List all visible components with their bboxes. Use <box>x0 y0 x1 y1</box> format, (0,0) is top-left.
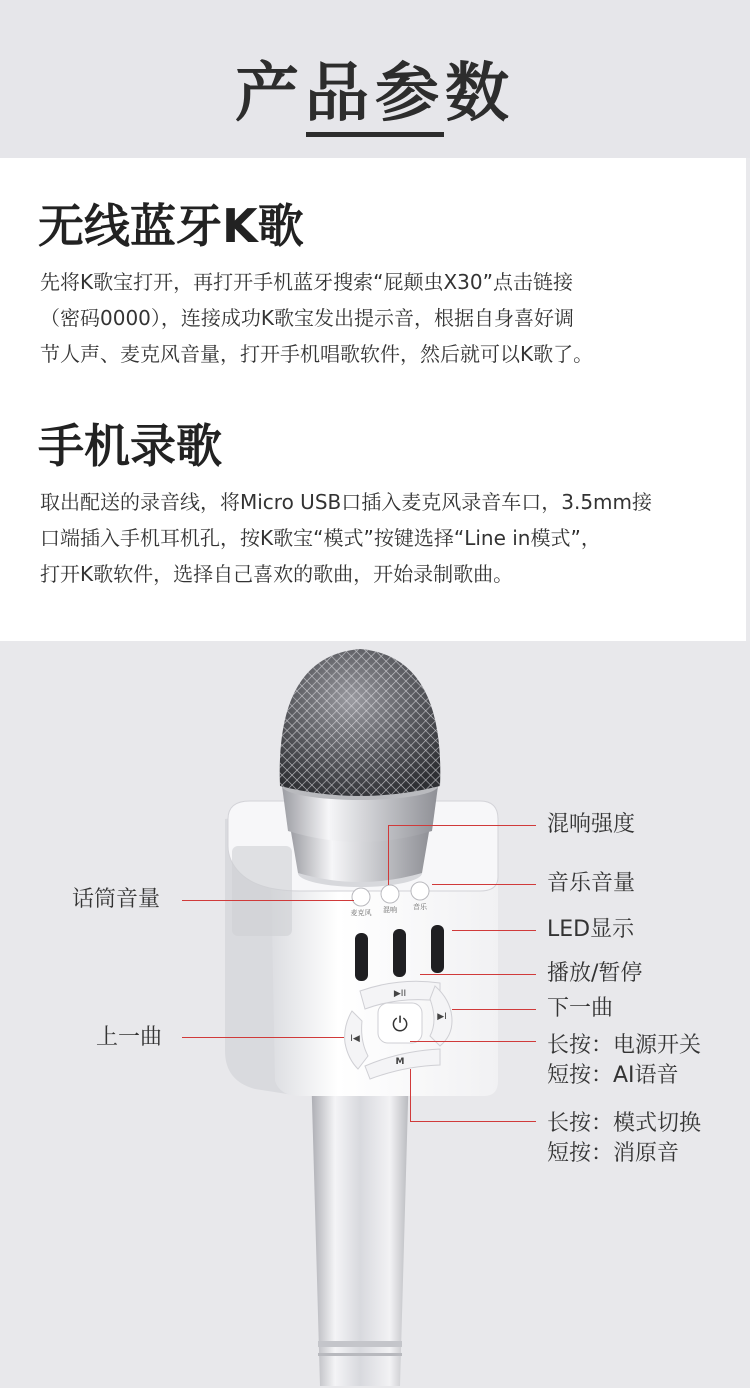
callout-mode-short: 短按：消原音 <box>547 1141 680 1166</box>
leader-mic-volume <box>182 900 354 901</box>
leader-next-track <box>452 1009 536 1010</box>
led-bar <box>431 925 444 973</box>
leader-echo-h <box>388 825 536 826</box>
mode-icon: M <box>395 1057 405 1067</box>
leader-mode-h <box>410 1121 536 1122</box>
body-line: 取出配送的录音线，将Micro USB口插入麦克风录音车口，3.5mm接 <box>40 490 653 514</box>
title-underline <box>306 132 444 137</box>
music-volume-button[interactable] <box>411 882 429 900</box>
microphone-illustration <box>0 641 750 1388</box>
page-title: 产品参数 <box>235 57 515 131</box>
leader-play-pause <box>420 974 536 975</box>
next-track-icon: ▶I <box>437 1012 447 1022</box>
callout-play-pause: 播放/暂停 <box>547 961 643 986</box>
echo-button[interactable] <box>381 885 399 903</box>
prev-track-icon: I◀ <box>350 1034 360 1044</box>
callout-power-long: 长按：电源开关 <box>547 1033 702 1058</box>
body-line: 先将K歌宝打开，再打开手机蓝牙搜索“屁颠虫X30”点击链接 <box>40 270 573 294</box>
body-line: 口端插入手机耳机孔，按K歌宝“模式”按键选择“Line in模式”， <box>40 526 601 550</box>
callout-music-volume: 音乐音量 <box>547 871 636 896</box>
body-line: 节人声、麦克风音量，打开手机唱歌软件，然后就可以K歌了。 <box>40 342 594 366</box>
callout-mic-volume: 话筒音量 <box>72 887 161 912</box>
leader-prev-track <box>182 1037 344 1038</box>
callout-prev-track: 上一曲 <box>96 1025 163 1050</box>
echo-button-label: 混响 <box>383 906 397 914</box>
product-diagram <box>0 641 750 1388</box>
led-bar <box>355 933 368 981</box>
callout-mode-long: 长按：模式切换 <box>547 1111 702 1136</box>
section-title-bluetooth: 无线蓝牙K歌 <box>38 199 304 253</box>
leader-mode-v <box>410 1069 411 1121</box>
body-line: （密码0000），连接成功K歌宝发出提示音，根据自身喜好调 <box>40 306 575 330</box>
body-line: 打开K歌软件，选择自己喜欢的歌曲，开始录制歌曲。 <box>40 562 514 586</box>
page-header <box>0 0 750 158</box>
description-card <box>0 158 746 641</box>
callout-led: LED显示 <box>547 917 635 942</box>
mic-button-label: 麦克风 <box>350 909 372 917</box>
play-pause-icon: ▶II <box>393 989 407 999</box>
leader-echo-v <box>388 825 389 885</box>
section-body-recording <box>40 484 720 592</box>
music-button-label: 音乐 <box>413 903 427 911</box>
led-bar <box>393 929 406 977</box>
mic-volume-button[interactable] <box>352 888 370 906</box>
callout-echo-strength: 混响强度 <box>547 812 636 837</box>
callout-power-short: 短按：AI语音 <box>547 1063 679 1088</box>
leader-led <box>452 930 536 931</box>
leader-music-volume <box>432 884 536 885</box>
section-title-recording: 手机录歌 <box>38 419 222 473</box>
callout-next-track: 下一曲 <box>547 996 614 1021</box>
leader-power <box>410 1041 536 1042</box>
section-body-bluetooth <box>40 264 720 372</box>
power-icon: ⏻ <box>392 1012 408 1036</box>
